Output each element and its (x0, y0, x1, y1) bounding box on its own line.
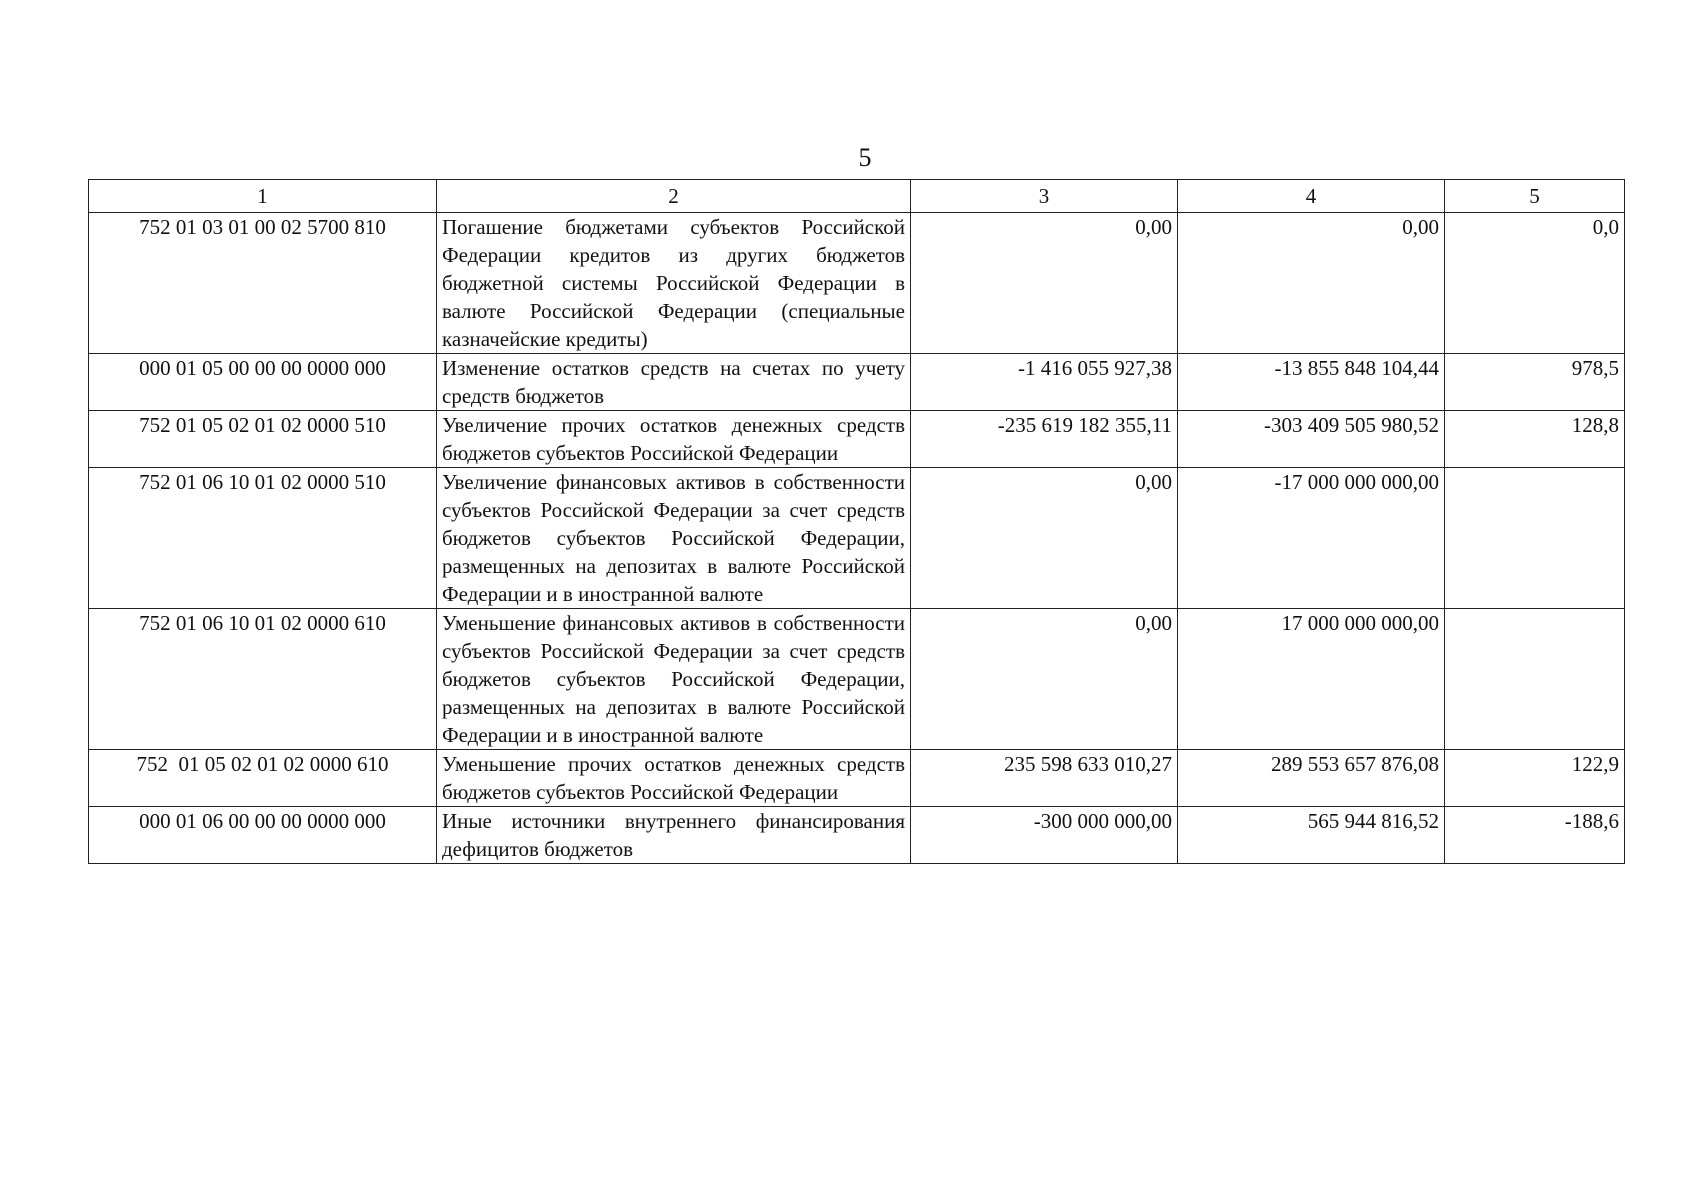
table-row (89, 411, 1625, 468)
description-cell: Уменьшение финансовых активов в собственности субъектов Российской Федерации за счет средств бюджетов субъектов Российской Федерации, размещенных на депозитах в валюте Российской Федерации и в иностранной валюте (437, 609, 911, 750)
amount-col3-cell: -1 416 055 927,38 (911, 354, 1178, 411)
amount-col4-cell: 0,00 (1178, 213, 1445, 354)
table-row (89, 468, 1625, 609)
budget-code-cell: 752 01 05 02 01 02 0000 610 (89, 750, 437, 807)
amount-col3-cell: 0,00 (911, 609, 1178, 750)
amount-col4-cell: 289 553 657 876,08 (1178, 750, 1445, 807)
percent-col5-cell: 128,8 (1445, 411, 1625, 468)
column-header-4: 4 (1178, 180, 1445, 213)
column-header-3: 3 (911, 180, 1178, 213)
table-row (89, 213, 1625, 354)
budget-code-cell: 752 01 03 01 00 02 5700 810 (89, 213, 437, 354)
budget-code-cell: 752 01 06 10 01 02 0000 610 (89, 609, 437, 750)
column-header-5: 5 (1445, 180, 1625, 213)
table-row (89, 807, 1625, 864)
budget-code-cell: 752 01 06 10 01 02 0000 510 (89, 468, 437, 609)
amount-col3-cell: 0,00 (911, 468, 1178, 609)
description-cell: Уменьшение прочих остатков денежных средств бюджетов субъектов Российской Федерации (437, 750, 911, 807)
description-cell: Изменение остатков средств на счетах по учету средств бюджетов (437, 354, 911, 411)
percent-col5-cell: 0,0 (1445, 213, 1625, 354)
amount-col4-cell: 17 000 000 000,00 (1178, 609, 1445, 750)
table-row (89, 750, 1625, 807)
column-header-1: 1 (89, 180, 437, 213)
amount-col3-cell: -235 619 182 355,11 (911, 411, 1178, 468)
percent-col5-cell (1445, 609, 1625, 750)
description-cell: Погашение бюджетами субъектов Российской Федерации кредитов из других бюджетов бюджетной системы Российской Федерации в валюте Российской Федерации (специальные казначейские кредиты) (437, 213, 911, 354)
table-header-row (89, 180, 1625, 213)
percent-col5-cell: 122,9 (1445, 750, 1625, 807)
budget-code-cell: 000 01 06 00 00 00 0000 000 (89, 807, 437, 864)
column-header-2: 2 (437, 180, 911, 213)
amount-col3-cell: -300 000 000,00 (911, 807, 1178, 864)
table-row (89, 354, 1625, 411)
percent-col5-cell: 978,5 (1445, 354, 1625, 411)
budget-sources-table (88, 179, 1625, 864)
description-cell: Увеличение финансовых активов в собственности субъектов Российской Федерации за счет средств бюджетов субъектов Российской Федерации, размещенных на депозитах в валюте Российской Федерации и в иностранной валюте (437, 468, 911, 609)
amount-col3-cell: 0,00 (911, 213, 1178, 354)
amount-col4-cell: -13 855 848 104,44 (1178, 354, 1445, 411)
description-cell: Увеличение прочих остатков денежных средств бюджетов субъектов Российской Федерации (437, 411, 911, 468)
amount-col3-cell: 235 598 633 010,27 (911, 750, 1178, 807)
budget-code-cell: 752 01 05 02 01 02 0000 510 (89, 411, 437, 468)
amount-col4-cell: -303 409 505 980,52 (1178, 411, 1445, 468)
page-number: 5 (858, 143, 872, 172)
amount-col4-cell: 565 944 816,52 (1178, 807, 1445, 864)
table-row (89, 609, 1625, 750)
description-cell: Иные источники внутреннего финансирования дефицитов бюджетов (437, 807, 911, 864)
percent-col5-cell (1445, 468, 1625, 609)
amount-col4-cell: -17 000 000 000,00 (1178, 468, 1445, 609)
budget-code-cell: 000 01 05 00 00 00 0000 000 (89, 354, 437, 411)
percent-col5-cell: -188,6 (1445, 807, 1625, 864)
